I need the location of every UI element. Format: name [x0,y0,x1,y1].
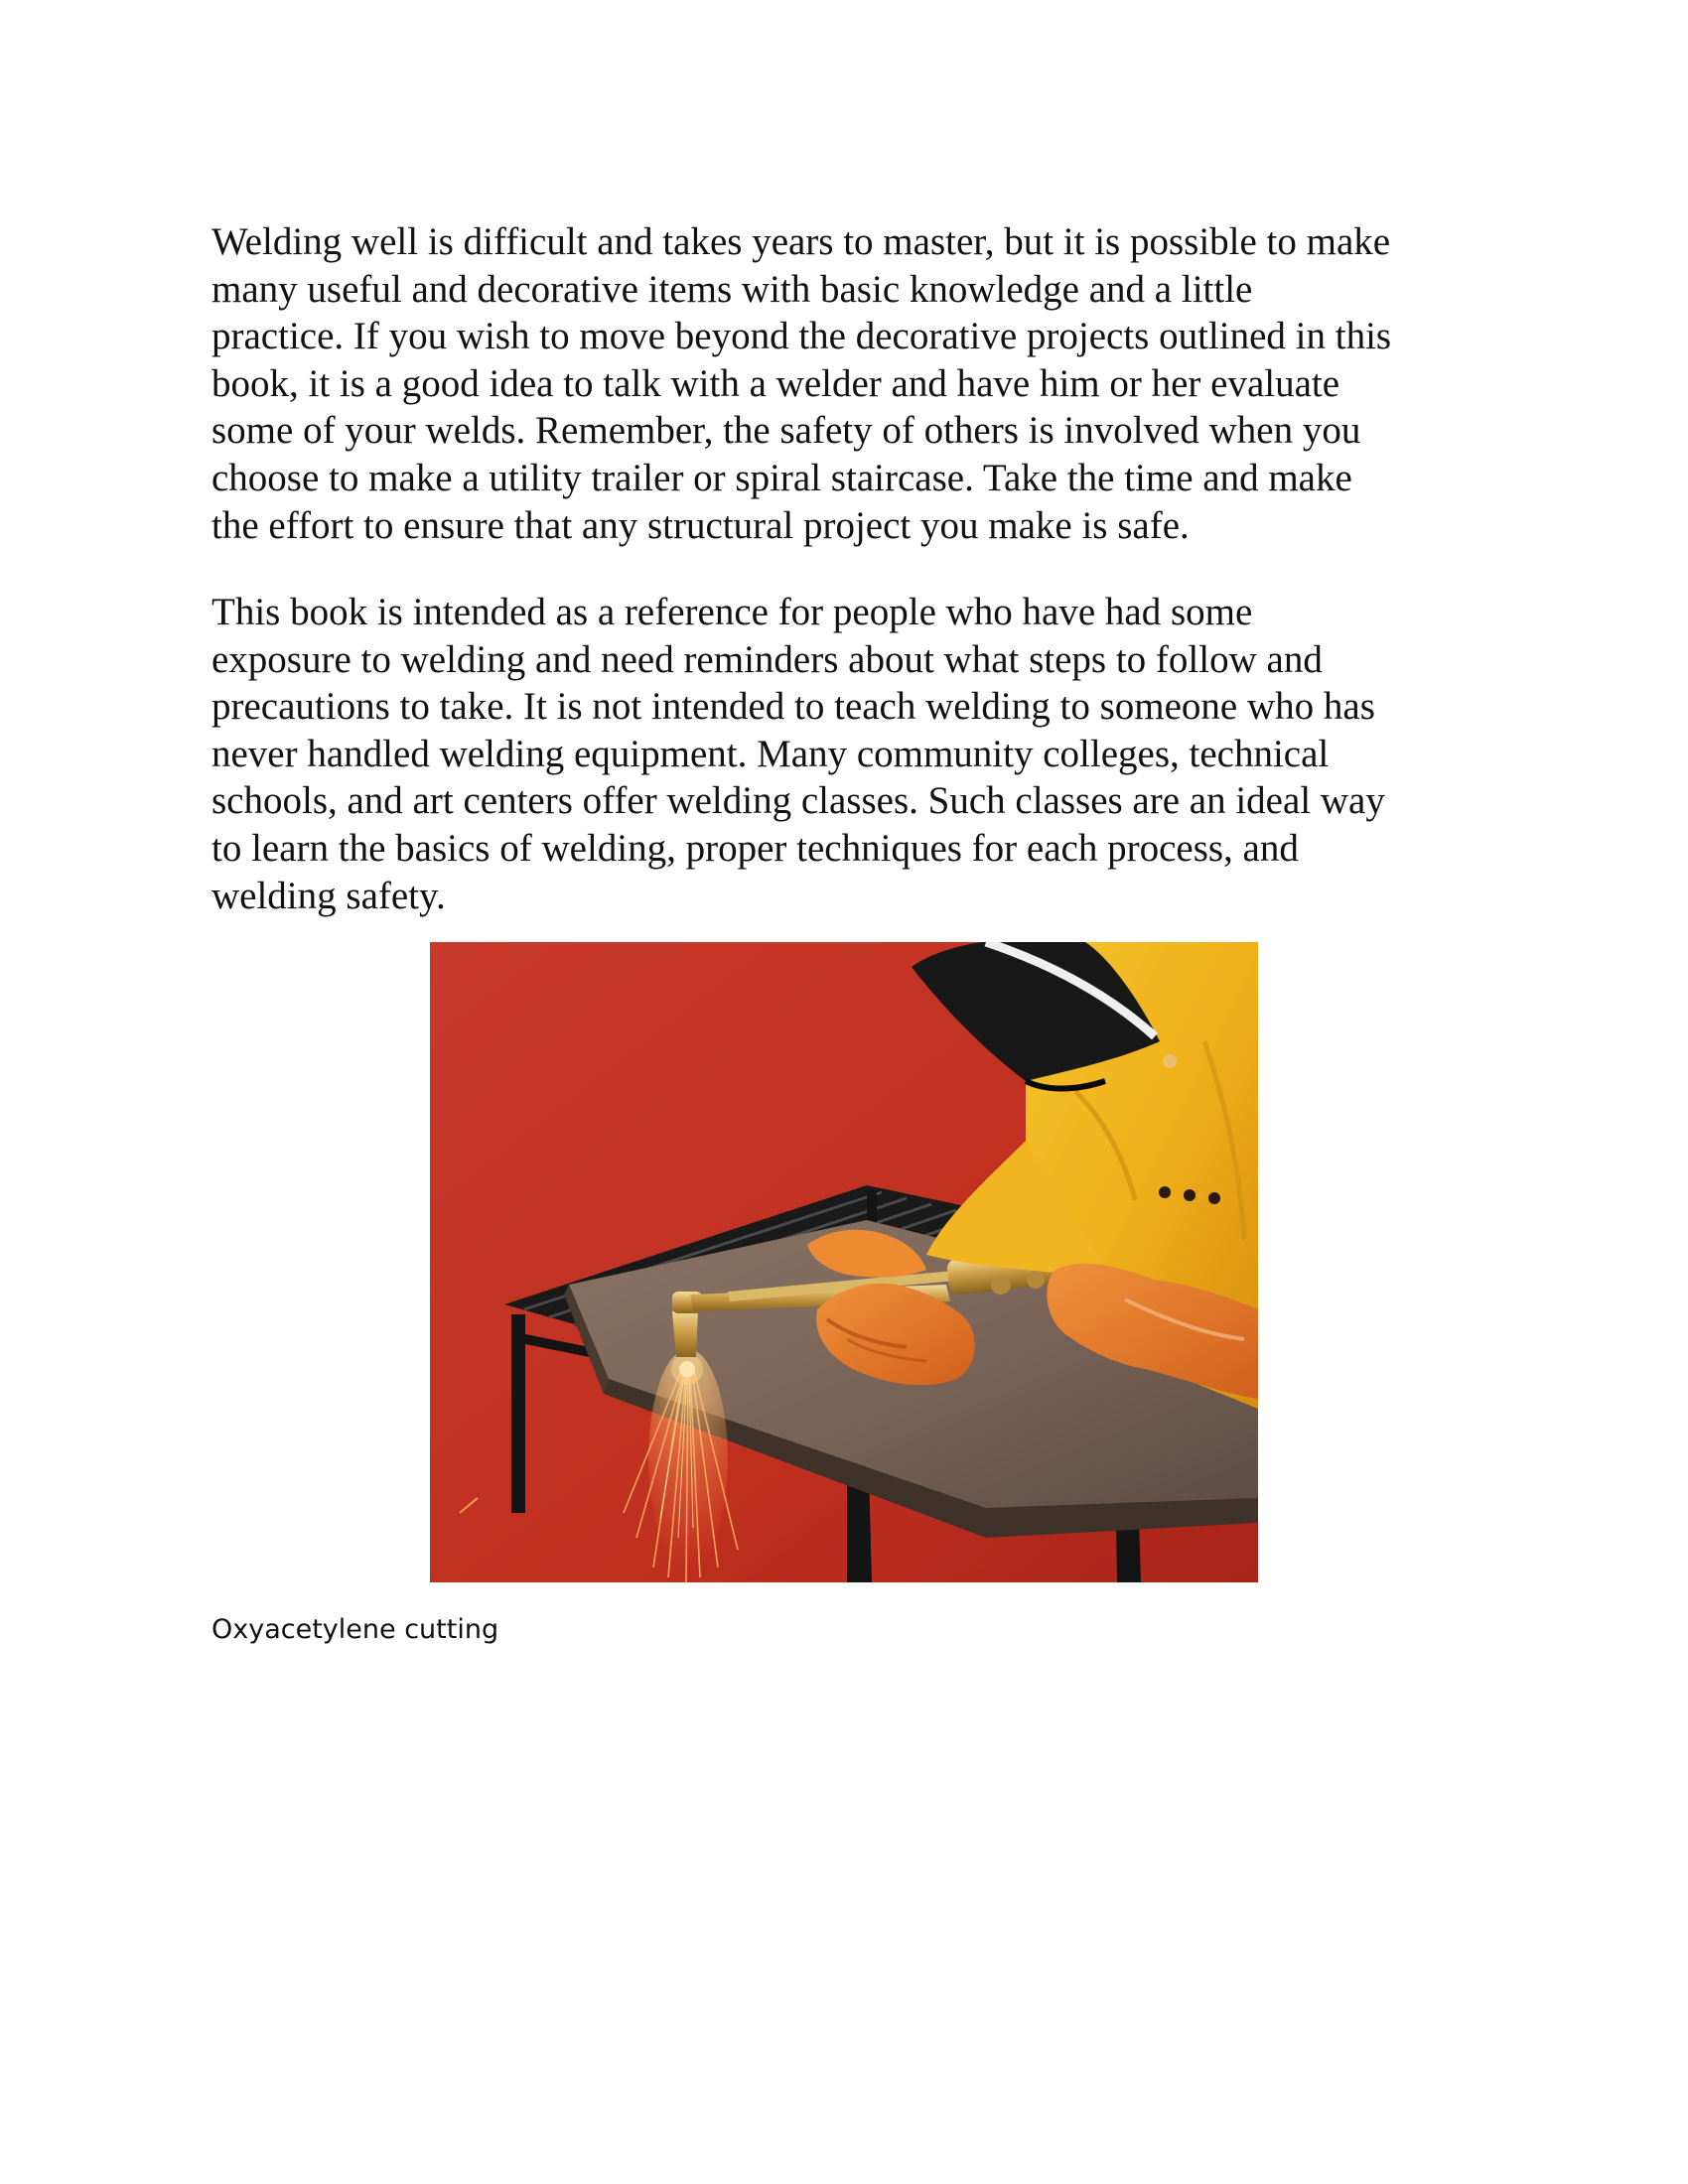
paragraph-line: some of your welds. Remember, the safety of others is involved when you [211,409,1361,453]
figure-caption: Oxyacetylene cutting [211,1614,499,1645]
paragraph-line: welding safety. [211,874,446,917]
body-paragraph-1 [211,218,1502,549]
welding-photo [430,942,1258,1582]
paragraph-line: This book is intended as a reference for people who have had some [211,591,1253,633]
paragraph-line: never handled welding equipment. Many community colleges, technical [211,732,1330,775]
body-paragraph-2 [211,589,1502,919]
paragraph-line: exposure to welding and need reminders about what steps to follow and [211,637,1323,681]
paragraph-line: choose to make a utility trailer or spiral staircase. Take the time and make [211,456,1352,499]
paragraph-line: the effort to ensure that any structural project you make is safe. [211,503,1190,547]
paragraph-line: Welding well is difficult and takes years to master, but it is possible to make [211,220,1391,263]
paragraph-line: to learn the basics of welding, proper techniques for each process, and [211,826,1299,870]
paragraph-line: precautions to take. It is not intended to teach welding to someone who has [211,685,1375,729]
paragraph-line: book, it is a good idea to talk with a welder and have him or her evaluate [211,361,1340,405]
paragraph-line: schools, and art centers offer welding classes. Such classes are an ideal way [211,779,1385,823]
paragraph-line: practice. If you wish to move beyond the decorative projects outlined in this [211,315,1392,358]
paragraph-line: many useful and decorative items with basic knowledge and a little [211,267,1253,311]
